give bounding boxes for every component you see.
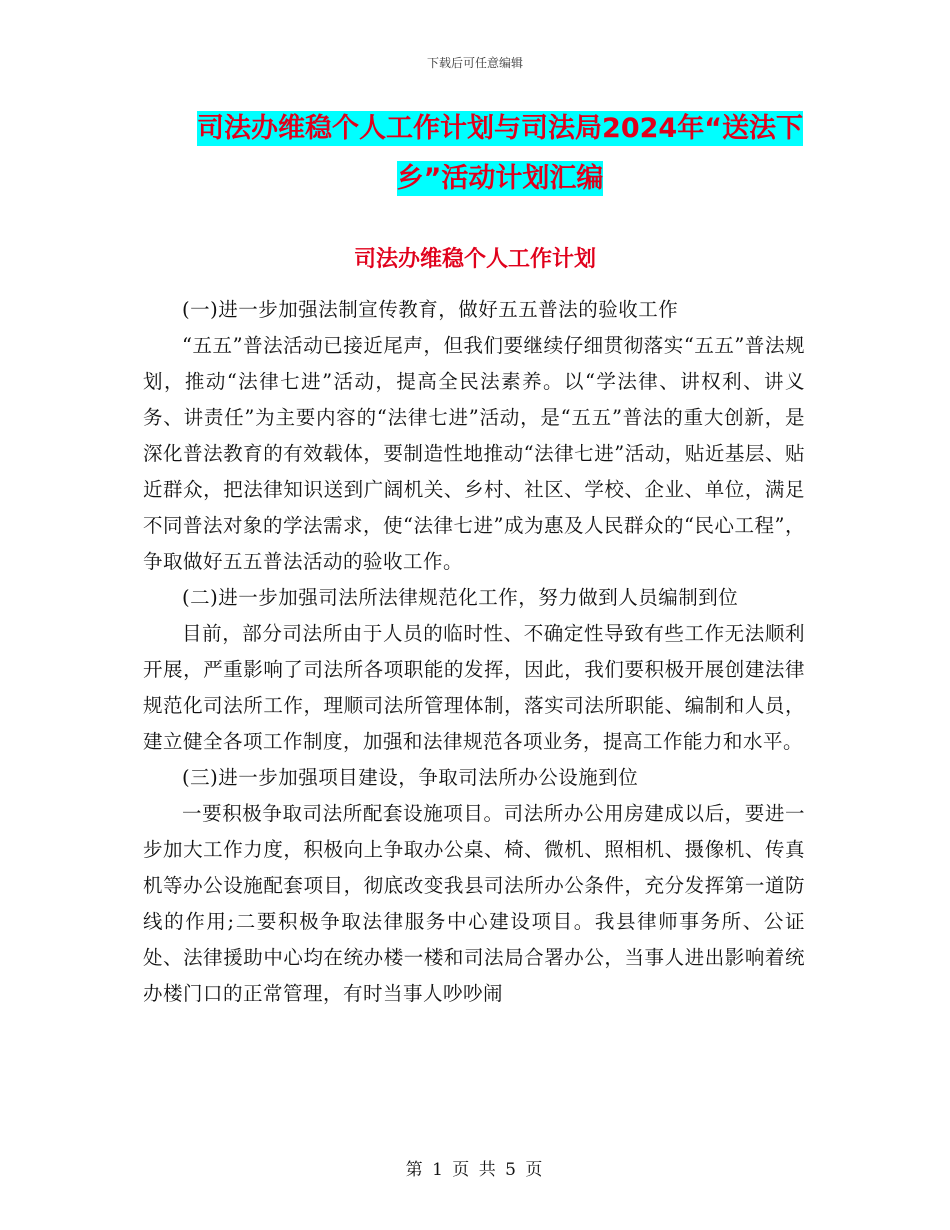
- page-number: 第 1 页 共 5 页: [405, 1160, 545, 1180]
- heading-two: (二)进一步加强司法所法律规范化工作，努力做到人员编制到位: [182, 586, 739, 609]
- paragraph: “五五”普法活动已接近尾声，但我们要继续仔细贯彻落实“五五”普法规划，推动“法律七进”活动，提高全民法素养。以“学法律、讲权利、讲义务、讲责任”为主要内容的“法律七进”活动，是“五五”普法的重大创新，是深化普法教育的有效载体，要制造性地推动“法律七进”活动，贴近基层、贴近群众，把法律知识送到广阔机关、乡村、社区、学校、企业、单位，满足不同普法对象的学法需求，使“法律七进”成为惠及人民群众的“民心工程”，争取做好五五普法活动的验收工作。: [143, 334, 805, 573]
- document-title-text: 司法办维稳个人工作计划与司法局2024年“送法下乡”活动计划汇编: [197, 113, 803, 194]
- section-title: 司法办维稳个人工作计划: [353, 247, 596, 272]
- heading-three: (三)进一步加强项目建设，争取司法所办公设施到位: [182, 766, 639, 789]
- paragraph: 一要积极争取司法所配套设施项目。司法所办公用房建成以后，要进一步加大工作力度，积极向上争取办公桌、椅、微机、照相机、摄像机、传真机等办公设施配套项目，彻底改变我县司法所办公条件，充分发挥第一道防线的作用;二要积极争取法律服务中心建设项目。我县律师事务所、公证处、法律援助中心均在统办楼一楼和司法局合署办公，当事人进出影响着统办楼门口的正常管理，有时当事人吵吵闹: [143, 802, 805, 1005]
- document-body: [143, 292, 805, 1012]
- paragraph: 目前，部分司法所由于人员的临时性、不确定性导致有些工作无法顺利开展，严重影响了司法所各项职能的发挥，因此，我们要积极开展创建法律规范化司法所工作，理顺司法所管理体制，落实司法所职能、编制和人员，建立健全各项工作制度，加强和法律规范各项业务，提高工作能力和水平。: [143, 622, 805, 753]
- header-note: 下载后可任意编辑: [426, 56, 523, 70]
- heading-one: (一)进一步加强法制宣传教育，做好五五普法的验收工作: [182, 298, 679, 321]
- document-title: [180, 104, 820, 204]
